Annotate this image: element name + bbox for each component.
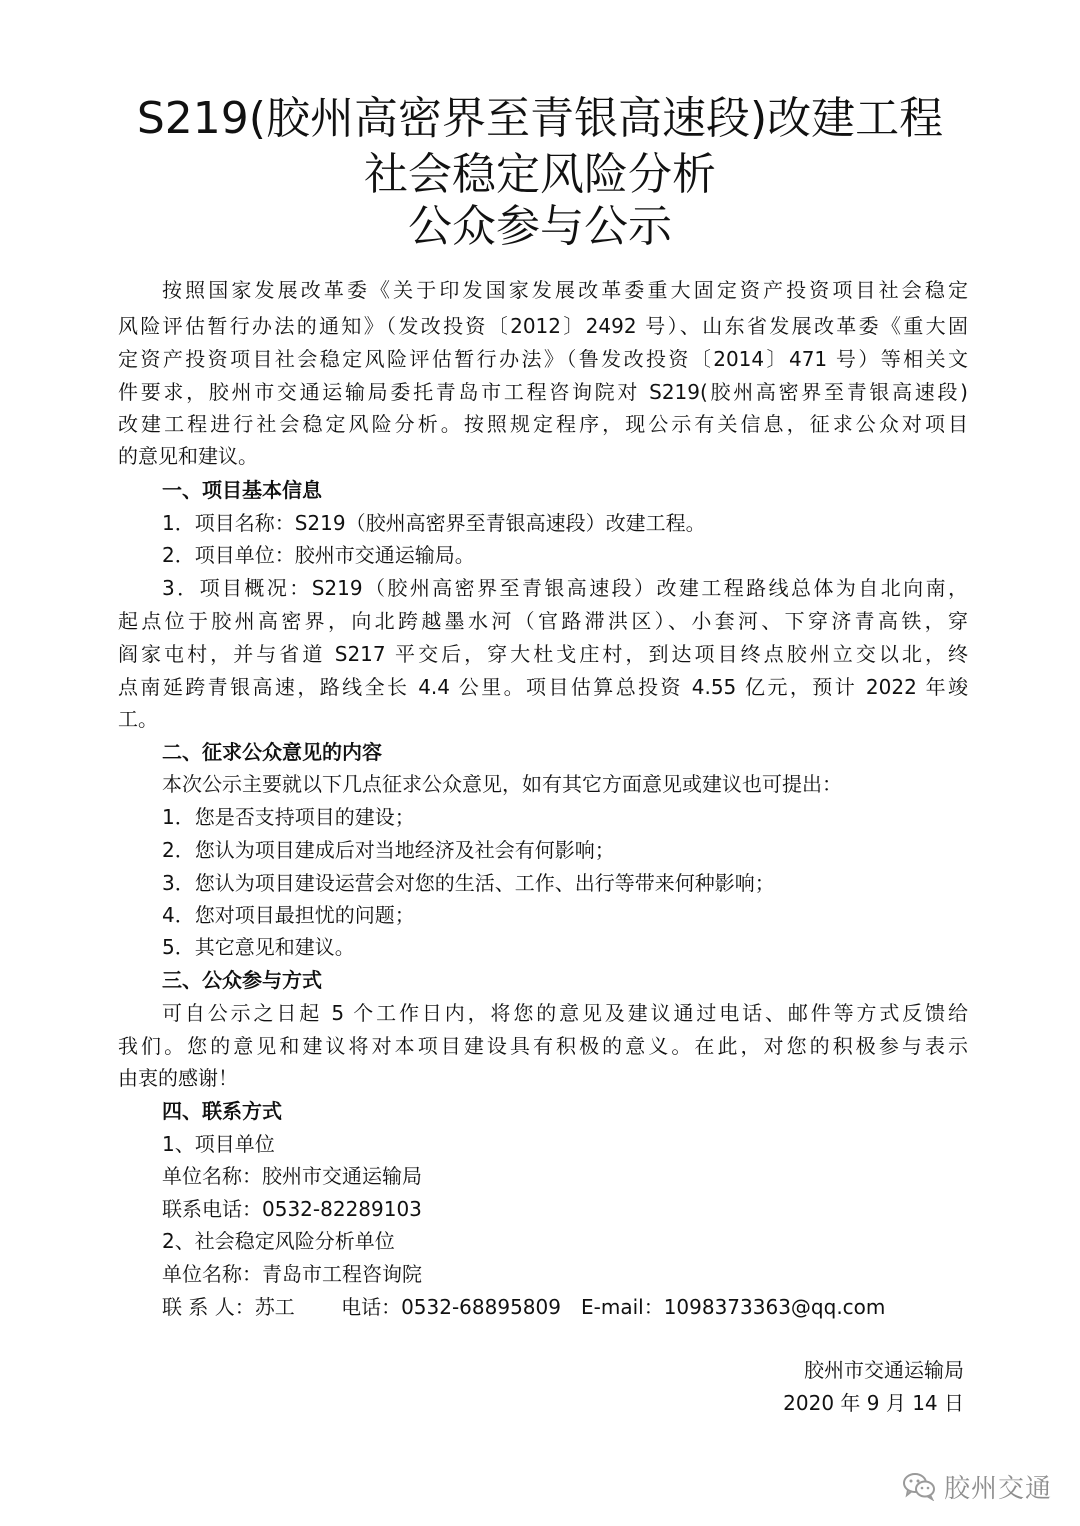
- section-heading: 一、项目基本信息: [162, 478, 322, 502]
- contact-subheading: 1、项目单位: [162, 1132, 275, 1156]
- info-item: 2．项目单位：胶州市交通运输局。: [162, 543, 475, 567]
- list-item: 5．其它意见和建议。: [162, 935, 355, 959]
- list-item: 3．您认为项目建设运营会对您的生活、工作、出行等带来何种影响；: [162, 871, 775, 895]
- section-intro: 本次公示主要就以下几点征求公众意见，如有其它方面意见或建议也可提出：: [162, 772, 842, 796]
- signature-org: 胶州市交通运输局: [804, 1358, 964, 1382]
- section-heading: 三、公众参与方式: [162, 968, 322, 992]
- section-heading: 四、联系方式: [162, 1099, 282, 1123]
- watermark: [902, 1466, 1052, 1506]
- info-item-line: 3．项目概况：S219（胶州高密界至青银高速段）改建工程路线总体为自北向南，: [162, 576, 968, 600]
- intro-line: 件要求，胶州市交通运输局委托青岛市工程咨询院对 S219(胶州高密界至青银高速段): [118, 380, 968, 404]
- paragraph-line: 我们。您的意见和建议将对本项目建设具有积极的意义。在此，对您的积极参与表示: [118, 1034, 968, 1058]
- intro-line: 改建工程进行社会稳定风险分析。按照规定程序，现公示有关信息，征求公众对项目: [118, 412, 968, 436]
- contact-line: 单位名称：青岛市工程咨询院: [162, 1262, 422, 1286]
- section-heading: 二、征求公众意见的内容: [162, 740, 382, 764]
- title-line-3: 公众参与公示: [408, 201, 672, 252]
- signature-date: 2020 年 9 月 14 日: [783, 1391, 964, 1415]
- info-item-line: 起点位于胶州高密界，向北跨越墨水河（官路滞洪区）、小套河、下穿济青高铁，穿: [118, 609, 968, 633]
- info-item: 1．项目名称：S219（胶州高密界至青银高速段）改建工程。: [162, 511, 706, 535]
- paragraph-line: 可自公示之日起 5 个工作日内，将您的意见及建议通过电话、邮件等方式反馈给: [162, 1001, 968, 1025]
- list-item: 4．您对项目最担忧的问题；: [162, 903, 415, 927]
- intro-line: 按照国家发展改革委《关于印发国家发展改革委重大固定资产投资项目社会稳定: [162, 278, 968, 302]
- intro-line: 定资产投资项目社会稳定风险评估暂行办法》（鲁发改投资〔2014〕471 号）等相关文: [118, 347, 968, 371]
- info-item-line: 点南延跨青银高速，路线全长 4.4 公里。项目估算总投资 4.55 亿元，预计 2022 年竣: [118, 675, 968, 699]
- contact-subheading: 2、社会稳定风险分析单位: [162, 1229, 395, 1253]
- contact-line: 联 系 人：苏工 电话：0532-68895809 E-mail：1098373363@qq.com: [162, 1295, 886, 1319]
- wechat-icon: [902, 1471, 936, 1501]
- intro-line: 的意见和建议。: [118, 444, 258, 468]
- title-line-1: S219(胶州高密界至青银高速段)改建工程: [136, 93, 944, 144]
- watermark-text: 胶州交通: [944, 1473, 1053, 1504]
- info-item-line: 阎家屯村，并与省道 S217 平交后，穿大杜戈庄村，到达项目终点胶州立交以北，终: [118, 642, 968, 666]
- title-line-2: 社会稳定风险分析: [364, 149, 716, 200]
- intro-line: 风险评估暂行办法的通知》（发改投资〔2012〕2492 号）、山东省发展改革委《重大固: [118, 314, 968, 338]
- list-item: 1．您是否支持项目的建设；: [162, 805, 415, 829]
- contact-line: 联系电话：0532-82289103: [162, 1197, 422, 1221]
- info-item-line: 工。: [118, 707, 158, 731]
- list-item: 2．您认为项目建成后对当地经济及社会有何影响；: [162, 838, 615, 862]
- paragraph-line: 由衷的感谢！: [118, 1066, 238, 1090]
- contact-line: 单位名称：胶州市交通运输局: [162, 1164, 422, 1188]
